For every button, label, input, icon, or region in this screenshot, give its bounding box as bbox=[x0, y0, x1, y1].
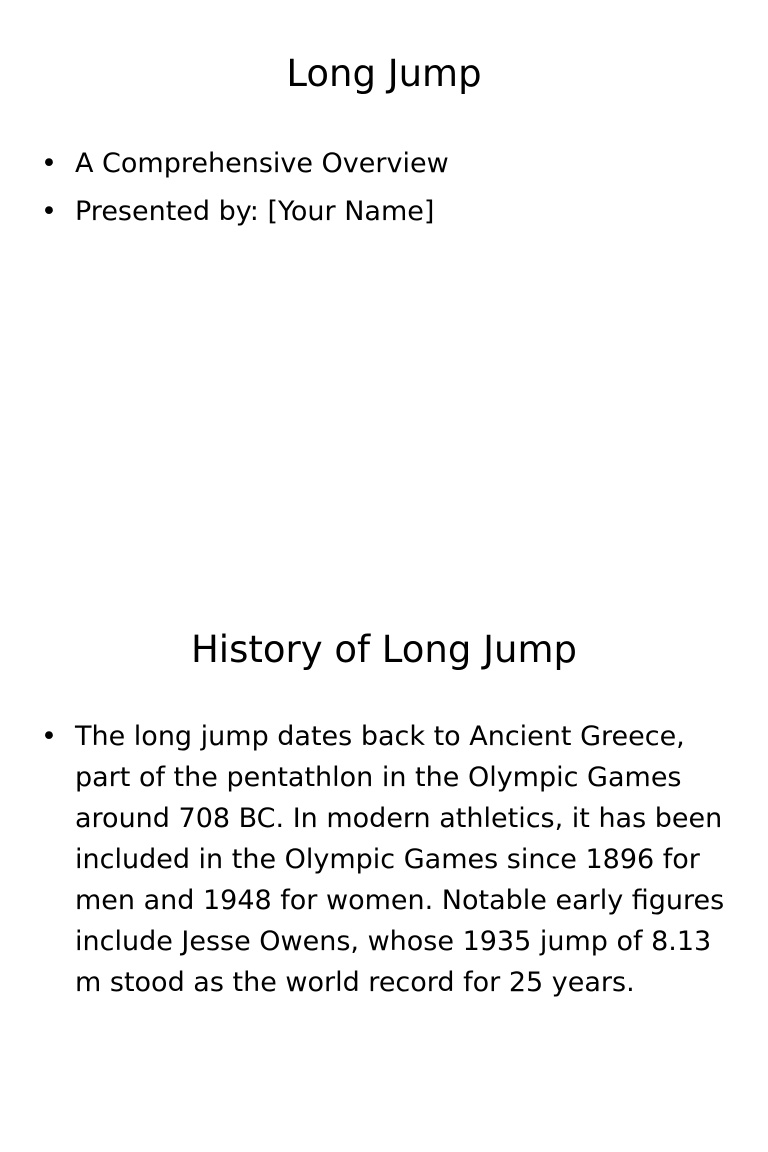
bullet-list bbox=[0, 140, 725, 236]
slide-title: Long Jump bbox=[286, 52, 482, 95]
bullet-item bbox=[0, 140, 725, 188]
slide-title: History of Long Jump bbox=[190, 628, 577, 671]
slide-history bbox=[0, 576, 768, 1152]
bullet-item bbox=[0, 716, 725, 1003]
bullet-text: A Comprehensive Overview bbox=[75, 148, 449, 179]
bullet-text: The long jump dates back to Ancient Greece, part of the pentathlon in the Olympic Games around 708 BC. In modern athletics, it has been included in the Olympic Games since 1896 for men and 1948 for women. Notable early figures include Jesse Owens, whose 1935 jump of 8.13 m stood as the world record for 25 years. bbox=[75, 721, 725, 998]
bullet-icon: • bbox=[41, 196, 57, 227]
bullet-icon: • bbox=[41, 721, 57, 752]
bullet-list bbox=[0, 716, 725, 1003]
bullet-item bbox=[0, 188, 725, 236]
bullet-text: Presented by: [Your Name] bbox=[75, 196, 435, 227]
bullet-icon: • bbox=[41, 148, 57, 179]
